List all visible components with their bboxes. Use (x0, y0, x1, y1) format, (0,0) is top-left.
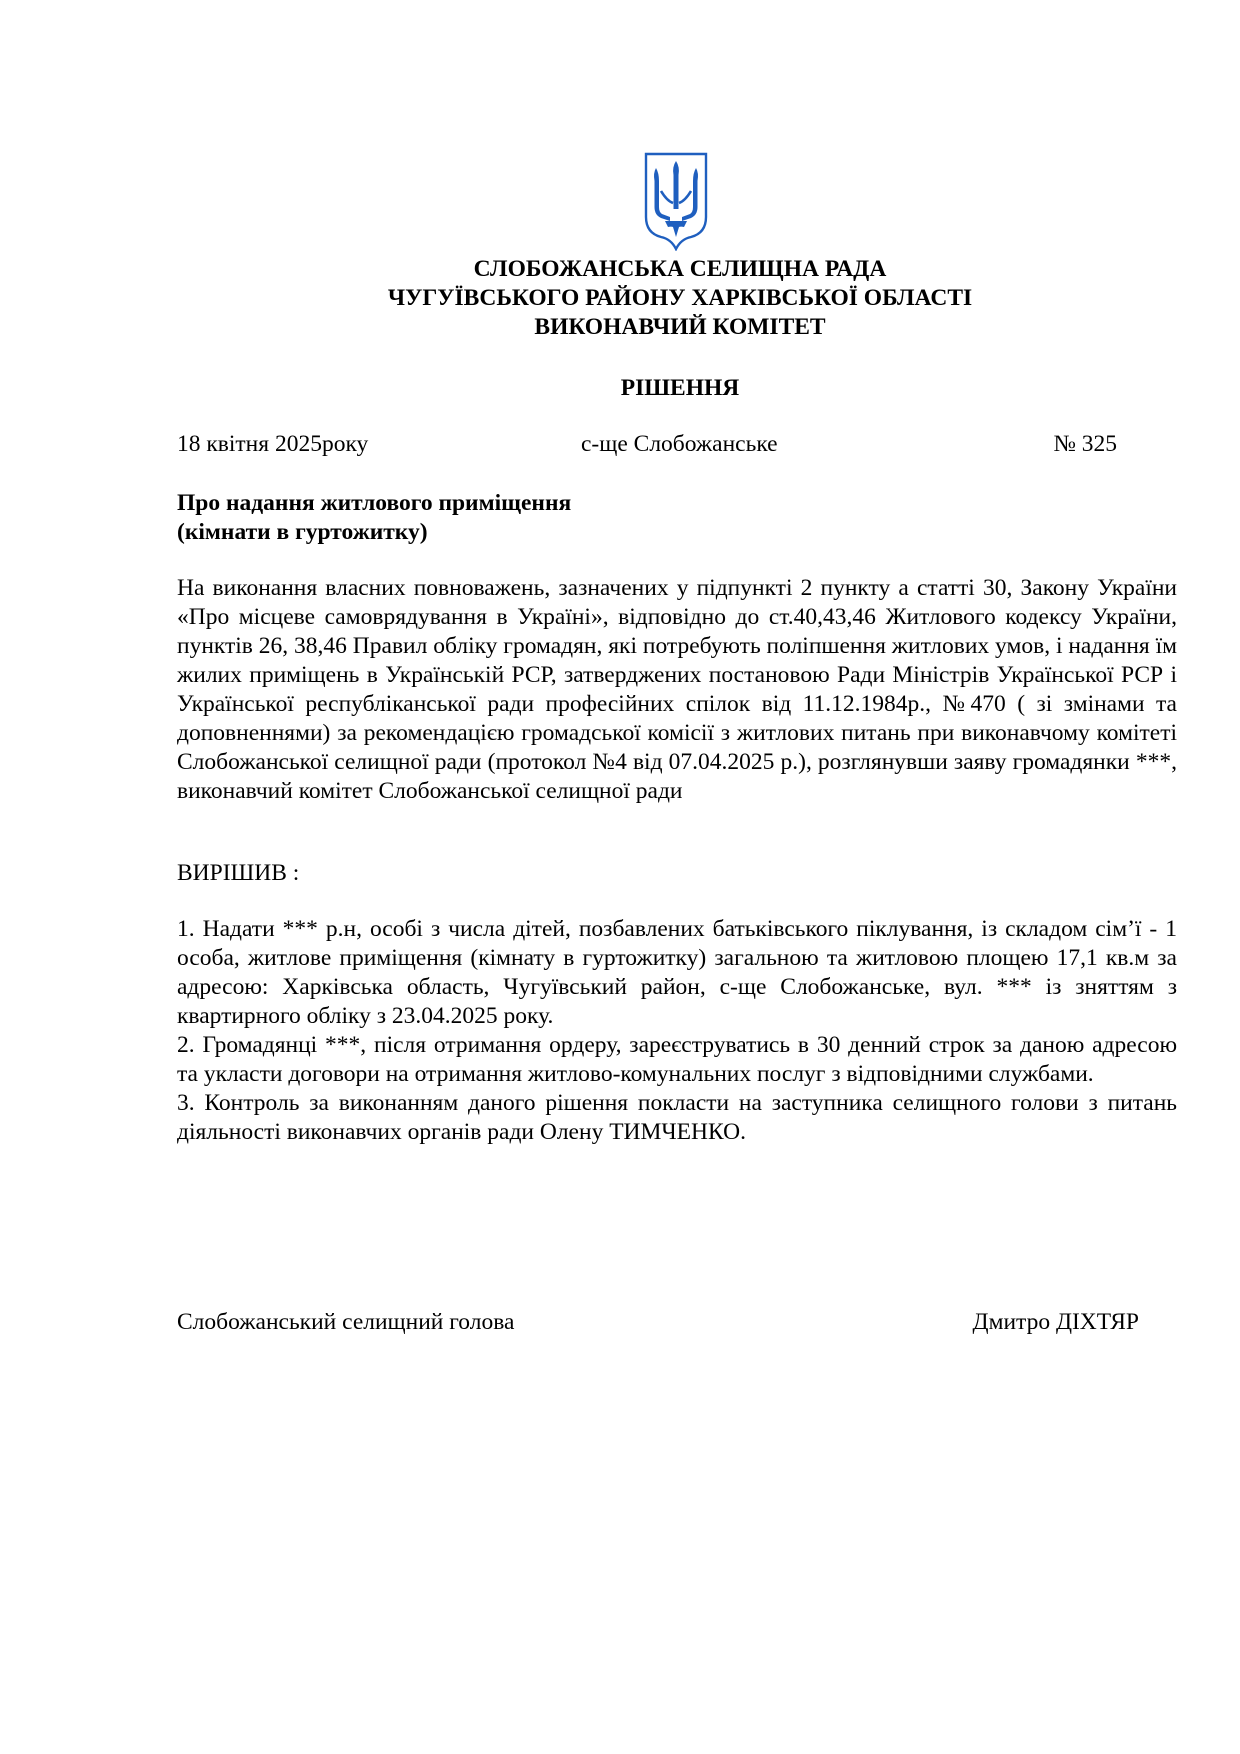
signatory-position: Слобожанський селищний голова (177, 1309, 515, 1335)
decision-item: 2. Громадянці ***, після отримання ордеру, зареєструватись в 30 денний строк за даною адресою та укласти договори на отримання житлово-комунальних послуг з відповідними службами. (177, 1032, 1177, 1087)
document-subject (177, 489, 571, 547)
executive-committee-name: ВИКОНАВЧИЙ КОМІТЕТ (534, 314, 826, 340)
subject-line: Про надання житлового приміщення (177, 490, 572, 516)
document-number: № 325 (1053, 431, 1117, 457)
council-name: СЛОБОЖАНСЬКА СЕЛИЩНА РАДА (473, 256, 887, 282)
resolved-heading: ВИРІШИВ : (177, 860, 300, 886)
issuer-header (180, 255, 1180, 342)
decision-item: 1. Надати *** р.н, особі з числа дітей, позбавлених батьківського піклування, із складом сім’ї - 1 особа, житлове приміщення (кімнату в гуртожитку) загальною та житловою площею 17,1 кв.м за адресою: Харківська область, Чугуївський район, с-ще Слобожанське, вул. *** із зняттям з квартирного обліку з 23.04.2025 року. (177, 916, 1177, 1029)
document-meta-row (177, 430, 1117, 460)
subject-line: (кімнати в гуртожитку) (177, 519, 428, 545)
document-title: РІШЕННЯ (620, 375, 740, 401)
decision-items (177, 915, 1177, 1147)
document-place: с-ще Слобожанське (581, 431, 778, 457)
decision-item: 3. Контроль за виконанням даного рішення покласти на заступника селищного голови з питань діяльності виконавчих органів ради Олену ТИМЧЕНКО. (177, 1090, 1177, 1145)
preamble-paragraph: На виконання власних повноважень, зазначених у підпункті 2 пункту а статті 30, Закону України «Про місцеве самоврядування в Україні», відповідно до ст.40,43,46 Житлового кодексу України, пунктів 26, 38,46 Правил обліку громадян, які потребують поліпшення житлових умов, і надання їм жилих приміщень в Українській РСР, затверджених постановою Ради Міністрів Української РСР і Української республіканської ради професійних спілок від 11.12.1984р., №470 ( зі змінами та доповненнями) за рекомендацією громадської комісії з житлових питань при виконавчому комітеті Слобожанської селищної ради (протокол №4 від 07.04.2025 р.), розглянувши заяву громадянки ***, виконавчий комітет Слобожанської селищної ради (177, 575, 1177, 804)
signatory-name: Дмитро ДІХТЯР (972, 1309, 1139, 1335)
coat-of-arms-of-ukraine-icon (643, 151, 709, 251)
signature-block (177, 1308, 1139, 1338)
district-region-name: ЧУГУЇВСЬКОГО РАЙОНУ ХАРКІВСЬКОЇ ОБЛАСТІ (387, 285, 973, 311)
document-date: 18 квітня 2025року (177, 431, 369, 457)
